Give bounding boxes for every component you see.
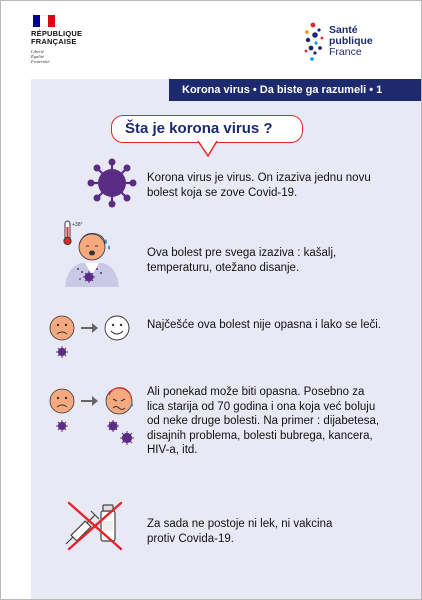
arrow-right-icon [81, 323, 98, 333]
arrow-right-icon [81, 396, 98, 406]
bubble-tail [197, 140, 221, 158]
spf-line1: Santé [329, 24, 358, 36]
sante-publique-france-logo [303, 21, 393, 65]
item-3-text: Najčešće ova bolest nije opasna i lako se leči. [147, 319, 381, 331]
virus-icon [87, 158, 137, 208]
sick-face-icon [50, 316, 74, 340]
french-flag-icon [33, 15, 55, 27]
item-1-text: Korona virus je virus. On izaziva jednu novu bolest koja se zove Covid-19. [147, 172, 371, 199]
rf-motto: Liberté Égalité Fraternité [31, 49, 50, 64]
section-banner: Korona virus • Da biste ga razumeli • 1 [169, 79, 421, 101]
spf-line3: France [329, 46, 362, 58]
no-medicine-icon [63, 497, 127, 553]
item-4-text: Ali ponekad može biti opasna. Posebno za lica starija od 70 godina i ona koja već boluju od neke druge bolesti. Na primer : dijabetesa, disajnih problema, bolesti bubrega, kancera, HIV-a, itd. [147, 386, 380, 456]
sick-face-icon [50, 389, 74, 413]
sick-to-worse-icon [47, 382, 142, 452]
very-sick-face-icon [106, 388, 133, 414]
happy-face-icon [105, 316, 129, 340]
thermometer-icon [64, 221, 71, 245]
thermometer-label: +38° [72, 222, 83, 228]
sick-person-icon [51, 217, 129, 287]
republique-francaise-logo [31, 15, 101, 64]
spf-line2: publique [329, 35, 373, 47]
rf-title: RÉPUBLIQUE FRANÇAISE [31, 29, 83, 46]
sick-to-happy-icon [47, 312, 137, 362]
spf-wordmark [329, 25, 373, 58]
spf-dots-icon [303, 21, 325, 65]
item-2-text: Ova bolest pre svega izaziva : kašalj, temperaturu, otežano disanje. [147, 247, 337, 274]
page-title: Šta je korona virus ? [125, 120, 273, 137]
item-5-text: Za sada ne postoje ni lek, ni vakcina protiv Covida-19. [147, 518, 333, 545]
